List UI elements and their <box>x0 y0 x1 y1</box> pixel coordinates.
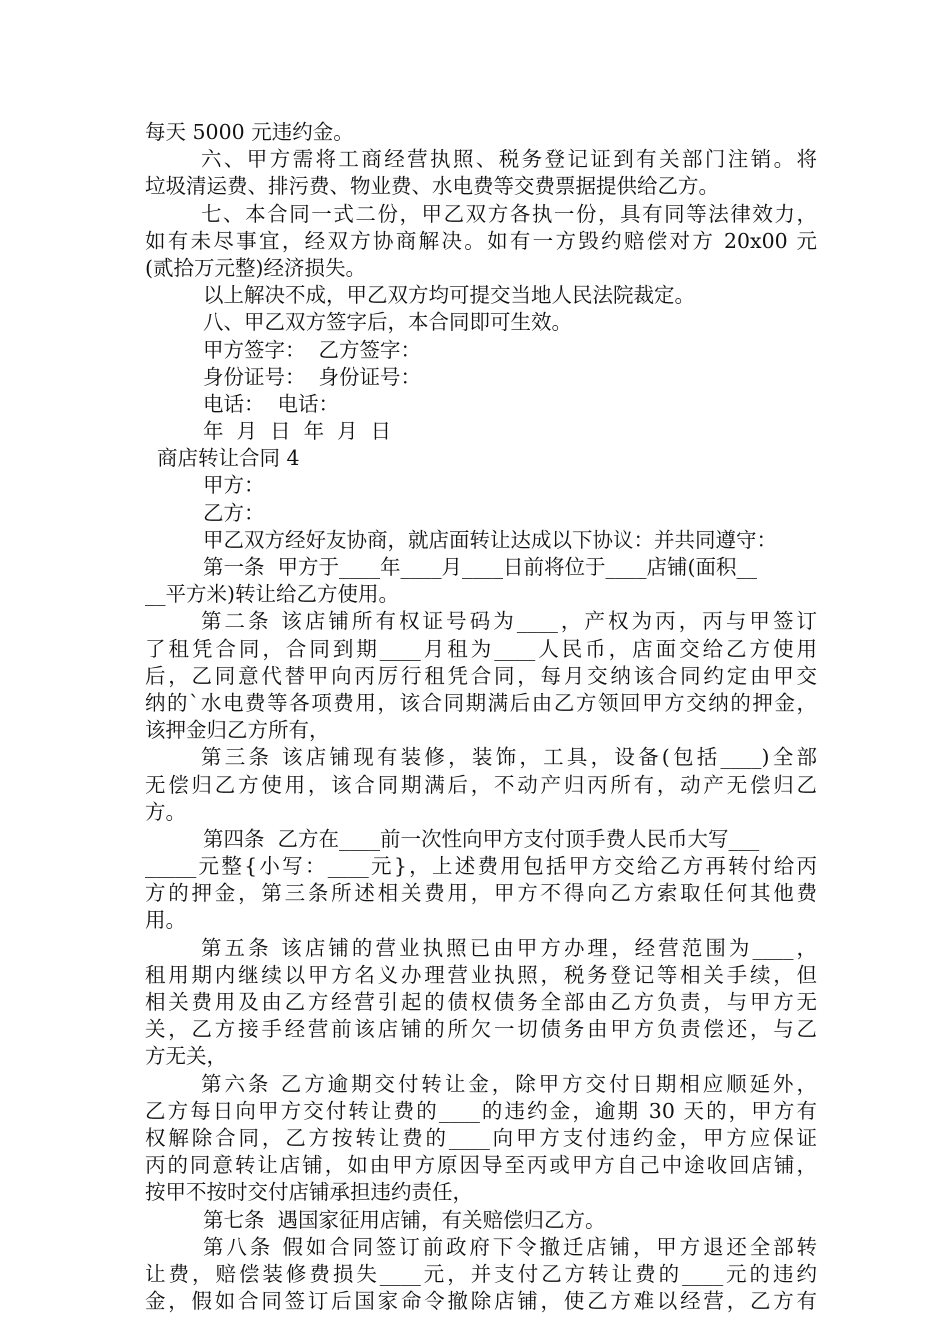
text-line: 租用期内继续以甲方名义办理营业执照，税务登记等相关手续，但 <box>145 962 817 987</box>
section-title: 商店转让合同 4 <box>157 446 300 471</box>
text-line: 七、本合同一式二份，甲乙双方各执一份，具有同等法律效力， <box>201 201 817 226</box>
text-line: 无偿归乙方使用，该合同期满后，不动产归丙所有，动产无偿归乙 <box>145 772 817 797</box>
text-line: 第七条 遇国家征用店铺，有关赔偿归乙方。 <box>203 1207 606 1232</box>
text-line: 第三条 该店铺现有装修，装饰，工具，设备(包括____)全部 <box>201 745 817 770</box>
text-line: 让费，赔偿装修费损失____元，并支付乙方转让费的____元的违约 <box>145 1261 817 1286</box>
text-line: 甲方： <box>203 473 265 498</box>
text-line: 身份证号： 身份证号： <box>203 364 422 389</box>
text-line: _____元整{小写：____元}，上述费用包括甲方交给乙方再转付给丙 <box>145 854 817 879</box>
text-line: 乙方： <box>203 500 265 525</box>
text-line: 权解除合同，乙方按转让费的____向甲方支付违约金，甲方应保证 <box>145 1125 817 1150</box>
text-line: 了租凭合同，合同到期____月租为____人民币，店面交给乙方使用 <box>145 636 817 661</box>
text-line: 第八条 假如合同签订前政府下令撤迁店铺，甲方退还全部转 <box>203 1234 817 1259</box>
text-line: 方。 <box>145 799 186 824</box>
text-line: 方的押金，第三条所述相关费用，甲方不得向乙方索取任何其他费 <box>145 881 817 906</box>
text-line: 第二条 该店铺所有权证号码为____，产权为丙，丙与甲签订 <box>201 609 817 634</box>
text-line: 甲方签字： 乙方签字： <box>203 337 422 362</box>
text-line: 第五条 该店铺的营业执照已由甲方办理，经营范围为____， <box>201 935 817 960</box>
text-line: 如有未尽事宜，经双方协商解决。如有一方毁约赔偿对方 20x00 元 <box>145 228 817 253</box>
text-line: 年 月 日 年 月 日 <box>203 419 392 444</box>
document-body <box>145 119 817 1315</box>
text-line: 乙方每日向甲方交付转让费的____的违约金，逾期 30 天的，甲方有 <box>145 1098 817 1123</box>
text-line: 六、甲方需将工商经营执照、税务登记证到有关部门注销。将 <box>201 147 817 172</box>
text-line: 纳的`水电费等各项费用，该合同期满后由乙方领回甲方交纳的押金， <box>145 690 817 715</box>
text-line: 电话： 电话： <box>203 391 340 416</box>
text-line: 八、甲乙双方签字后，本合同即可生效。 <box>203 310 572 335</box>
text-line: 第六条 乙方逾期交付转让金，除甲方交付日期相应顺延外， <box>201 1071 817 1096</box>
text-line: 甲乙双方经好友协商，就店面转让达成以下协议：并共同遵守： <box>203 527 777 552</box>
text-line: __平方米)转让给乙方使用。 <box>145 582 399 607</box>
text-line: 丙的同意转让店铺，如由甲方原因导至丙或甲方自己中途收回店铺， <box>145 1153 817 1178</box>
text-line: 金，假如合同签订后国家命令撤除店铺，使乙方难以经营，乙方有 <box>145 1289 817 1314</box>
text-line: 每天 5000 元违约金。 <box>145 120 354 144</box>
text-line: 第四条 乙方在____前一次性向甲方支付顶手费人民币大写___ <box>203 826 760 851</box>
text-line: 后，乙同意代替甲向丙厉行租凭合同，每月交纳该合同约定由甲交 <box>145 663 817 688</box>
text-line: 相关费用及由乙方经营引起的债权债务全部由乙方负责，与甲方无 <box>145 990 817 1014</box>
text-line: 该押金归乙方所有， <box>145 718 330 743</box>
text-line: 以上解决不成，甲乙双方均可提交当地人民法院裁定。 <box>203 283 695 308</box>
text-line: 方无关， <box>145 1044 227 1069</box>
text-line: (贰拾万元整)经济损失。 <box>145 255 366 280</box>
text-line: 关，乙方接手经营前该店铺的所欠一切债务由甲方负责偿还，与乙 <box>145 1017 817 1042</box>
text-line: 按甲不按时交付店铺承担违约责任， <box>145 1180 473 1205</box>
text-line: 第一条 甲方于____年____月____日前将位于____店铺(面积__ <box>203 555 758 579</box>
text-line: 垃圾清运费、排污费、物业费、水电费等交费票据提供给乙方。 <box>145 174 719 199</box>
text-line: 用。 <box>145 908 186 933</box>
